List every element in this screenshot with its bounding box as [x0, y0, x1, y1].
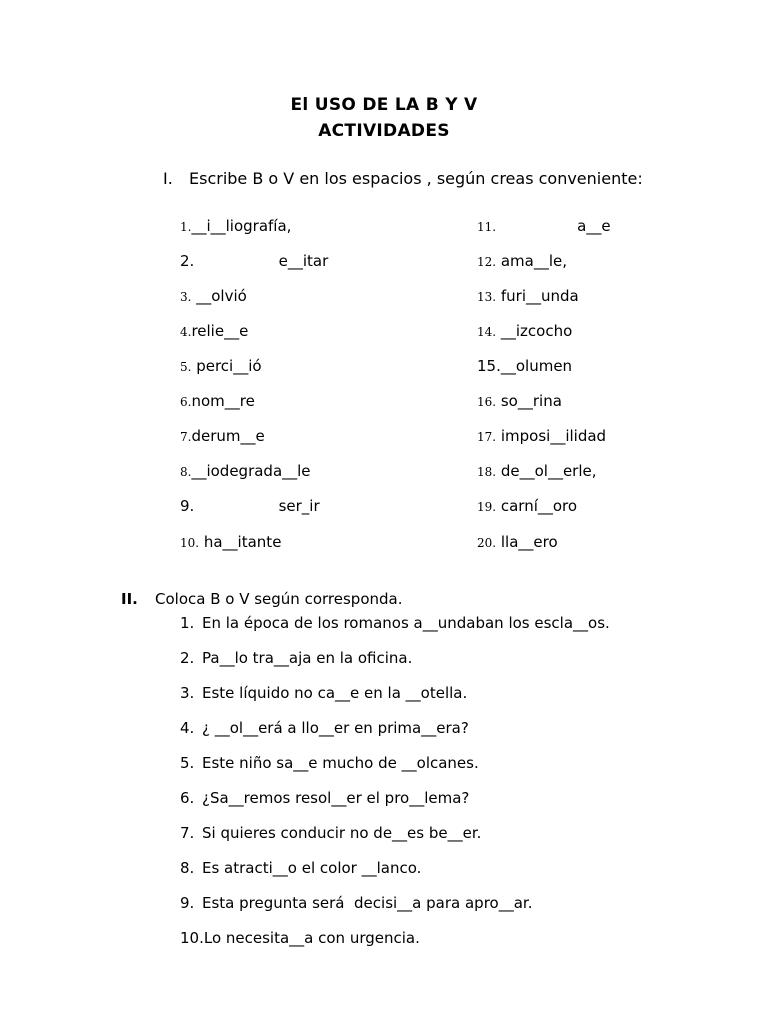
item-number: 8. [180, 465, 192, 479]
item-number: 17. [477, 430, 497, 444]
sentence-number: 4. [180, 719, 195, 737]
word-item [477, 251, 567, 272]
sentence-text: ¿Sa__remos resol__er el pro__lema? [202, 789, 470, 807]
word-item [477, 496, 577, 517]
sentence-number: 6. [180, 789, 195, 807]
item-word: ha__itante [199, 533, 282, 551]
item-word: a__e [496, 217, 611, 235]
word-item [477, 532, 558, 553]
sentence-number: 9. [180, 894, 195, 912]
item-number: 12. [477, 255, 497, 269]
sentence-item [180, 859, 421, 877]
word-item [180, 251, 328, 271]
item-word: ama__le, [496, 252, 568, 270]
item-word: nom__re [191, 392, 255, 410]
item-word: __i__liografía, [191, 217, 292, 235]
document-title: El USO DE LA B Y V [290, 95, 478, 115]
sentence-item [180, 824, 481, 842]
sentence-item [180, 789, 469, 807]
item-number: 4. [180, 325, 192, 339]
item-word: __olvió [191, 287, 247, 305]
word-item [180, 286, 247, 307]
item-word: imposi__ilidad [496, 427, 607, 445]
word-item [477, 461, 597, 482]
item-word: relie__e [191, 322, 249, 340]
word-item [180, 532, 281, 553]
item-number: 16. [477, 395, 497, 409]
item-word: __iodegrada__le [191, 462, 311, 480]
section-1-heading [163, 169, 643, 188]
item-word: e__itar [202, 252, 329, 270]
item-number: 5. [180, 360, 192, 374]
item-number: 9. [180, 497, 195, 515]
word-item [477, 321, 572, 342]
item-word: furi__unda [496, 287, 579, 305]
sentence-number: 8. [180, 859, 195, 877]
word-item [477, 216, 611, 237]
sentence-item [180, 719, 469, 737]
item-word: __olumen [500, 357, 573, 375]
word-item [477, 391, 562, 412]
sentence-number: 3. [180, 684, 195, 702]
sentence-number: 7. [180, 824, 195, 842]
word-item [180, 461, 311, 482]
section-2-instruction: Coloca B o V según corresponda. [155, 590, 403, 608]
item-word: __izcocho [496, 322, 573, 340]
word-item [180, 356, 262, 377]
sentence-item [180, 929, 420, 947]
word-item [180, 391, 255, 412]
item-number: 1. [180, 220, 192, 234]
sentence-text: Si quieres conducir no de__es be__er. [202, 824, 482, 842]
item-word: ser_ir [202, 497, 320, 515]
item-number: 2. [180, 252, 195, 270]
sentence-number: 2. [180, 649, 195, 667]
sentence-text: Este líquido no ca__e en la __otella. [202, 684, 468, 702]
sentence-item [180, 754, 479, 772]
section-2-numeral: II. [121, 590, 138, 608]
word-item [477, 356, 572, 376]
item-word: carní__oro [496, 497, 578, 515]
item-word: derum__e [191, 427, 265, 445]
item-number: 20. [477, 536, 497, 550]
sentence-text: Este niño sa__e mucho de __olcanes. [202, 754, 479, 772]
item-number: 13. [477, 290, 497, 304]
section-2-heading [121, 590, 402, 608]
item-word: perci__ió [191, 357, 262, 375]
sentence-text: En la época de los romanos a__undaban los escla__os. [202, 614, 610, 632]
word-item [477, 286, 579, 307]
word-item [180, 426, 265, 447]
sentence-number: 10. [180, 929, 204, 947]
sentence-text: Pa__lo tra__aja en la oficina. [202, 649, 413, 667]
item-number: 18. [477, 465, 497, 479]
sentence-text: ¿ __ol__erá a llo__er en prima__era? [202, 719, 469, 737]
sentence-text: Esta pregunta será decisi__a para apro__ar. [202, 894, 533, 912]
item-word: de__ol__erle, [496, 462, 597, 480]
sentence-item [180, 894, 532, 912]
sentence-text: Lo necesita__a con urgencia. [203, 929, 420, 947]
item-number: 3. [180, 290, 192, 304]
item-number: 15. [477, 357, 501, 375]
item-number: 19. [477, 500, 497, 514]
item-word: lla__ero [496, 533, 558, 551]
section-1-numeral: I. [163, 169, 173, 188]
sentence-item [180, 649, 412, 667]
word-item [180, 496, 320, 516]
section-1-instruction: Escribe B o V en los espacios , según creas conveniente: [189, 169, 643, 188]
sentence-item [180, 684, 467, 702]
item-word: so__rina [496, 392, 562, 410]
item-number: 14. [477, 325, 497, 339]
item-number: 11. [477, 220, 497, 234]
sentence-number: 5. [180, 754, 195, 772]
sentence-text: Es atracti__o el color __lanco. [202, 859, 422, 877]
item-number: 7. [180, 430, 192, 444]
item-number: 10. [180, 536, 200, 550]
document-subtitle: ACTIVIDADES [318, 121, 450, 141]
sentence-number: 1. [180, 614, 195, 632]
word-item [180, 321, 248, 342]
word-item [180, 216, 291, 237]
sentence-item [180, 614, 610, 632]
word-item [477, 426, 606, 447]
item-number: 6. [180, 395, 192, 409]
